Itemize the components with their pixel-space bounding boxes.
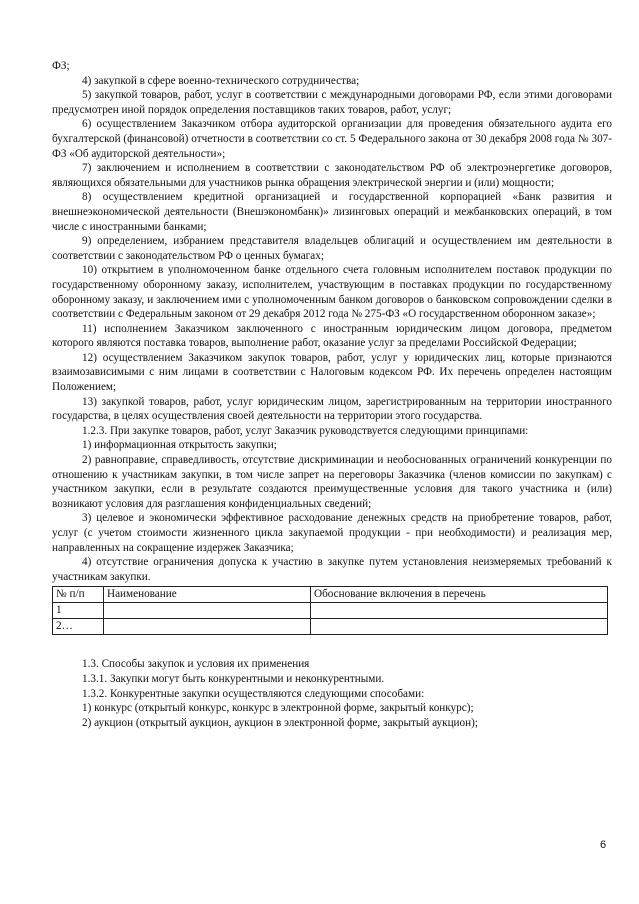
- paragraph: 7) заключением и исполнением в соответствии с законодательством РФ об электроэнергетике договоров, являющихся обязательными для участников рынка обращения электрической энергии и (или) мощности;: [52, 162, 612, 189]
- table-cell: [311, 619, 608, 635]
- column-header-reason: Обоснование включения в перечень: [311, 587, 608, 603]
- paragraph: 2) аукцион (открытый аукцион, аукцион в электронной форме, закрытый аукцион);: [82, 716, 478, 729]
- table-header-row: [53, 587, 608, 603]
- paragraph: 9) определением, избранием представителя владельцев облигаций и осуществлением им деятельности в соответствии с законодательством РФ о ценных бумагах;: [52, 235, 612, 262]
- paragraph: 4) закупкой в сфере военно-технического сотрудничества;: [82, 74, 360, 87]
- related-parties-table: [52, 586, 608, 635]
- paragraph: ФЗ;: [52, 60, 70, 72]
- paragraph-group-bottom: [52, 657, 612, 730]
- column-header-number: № п/п: [53, 587, 104, 603]
- spacer: [52, 635, 612, 657]
- table-row: [53, 603, 608, 619]
- paragraph: 5) закупкой товаров, работ, услуг в соответствии с международными договорами РФ, если этими договорами предусмотрен иной порядок определения поставщиков таких товаров, работ, услуг;: [52, 89, 612, 116]
- column-header-name: Наименование: [104, 587, 311, 603]
- paragraph: 13) закупкой товаров, работ, услуг юридическим лицом, зарегистрированным на территории иностранного государства, в целях осуществления своей деятельности на территории этого государства.: [52, 395, 612, 423]
- table-cell: [311, 603, 608, 619]
- table-cell: [104, 603, 311, 619]
- table-cell: [104, 619, 311, 635]
- paragraph: 3) целевое и экономически эффективное расходование денежных средств на приобретение товаров, работ, услуг (с учетом стоимости жизненного цикла закупаемой продукции - при необходимости) и реализация мер, направленных на сокращение издержек Заказчика;: [52, 512, 612, 554]
- table-cell: 1: [53, 603, 104, 619]
- paragraph: 4) отсутствие ограничения допуска к участию в закупке путем установления неизмеряемых требований к участникам закупки.: [52, 556, 612, 583]
- paragraph: 12) осуществлением Заказчиком закупок товаров, работ, услуг у юридических лиц, которые признаются взаимозависимыми с ним лицами в соответствии с Налоговым кодексом РФ. Их перечень определен настоящим Положением;: [52, 351, 612, 394]
- paragraph: 6) осуществлением Заказчиком отбора аудиторской организации для проведения обязательного аудита его бухгалтерской (финансовой) отчетности в соответствии со ст. 5 Федерального закона от 30 декабря 2008 года № 307-ФЗ «Об аудиторской деятельности»;: [52, 118, 612, 160]
- paragraph: 10) открытием в уполномоченном банке отдельного счета головным исполнителем поставок продукции по государственному оборонному заказу, исполнителем, участвующим в поставках продукции по государственному оборонному заказу, и заключением ими с уполномоченным банком договоров о банковском сопровождении сделки в соответствии с Федеральным законом от 29 декабря 2012 года № 275-ФЗ «О государственном оборонном заказе»;: [52, 264, 612, 321]
- paragraph: 1) конкурс (открытый конкурс, конкурс в электронной форме, закрытый конкурс);: [82, 702, 474, 715]
- paragraph: 1) информационная открытость закупки;: [82, 439, 277, 452]
- paragraph: 2) равноправие, справедливость, отсутствие дискриминации и необоснованных ограничений конкуренции по отношению к участникам закупки, в том числе запрет на переговоры Заказчика (членов комиссии по закупкам) с участником закупки, если в результате создаются преимущественные условия для такого участника и (или) возникают условия для разглашения конфиденциальных сведений;: [52, 454, 612, 510]
- paragraph-group-top: [52, 59, 612, 584]
- paragraph: 11) исполнением Заказчиком заключенного с иностранным юридическим лицом договора, предметом которого являются поставка товаров, выполнение работ, оказание услуг за пределами Российской Федерации;: [52, 322, 612, 350]
- paragraph: 1.3.2. Конкурентные закупки осуществляются следующими способами:: [82, 687, 425, 700]
- table-row: [53, 619, 608, 635]
- table-cell: 2…: [53, 619, 104, 635]
- page-number: 6: [600, 839, 607, 851]
- document-body: [52, 59, 612, 730]
- paragraph: 1.3.1. Закупки могут быть конкурентными и неконкурентными.: [82, 672, 385, 685]
- paragraph: 1.3. Способы закупок и условия их применения: [82, 658, 310, 671]
- paragraph: 1.2.3. При закупке товаров, работ, услуг Заказчик руководствуется следующими принципами:: [82, 424, 529, 437]
- paragraph: 8) осуществлением кредитной организацией и государственной корпорацией «Банк развития и внешнеэкономической деятельности (Внешэкономбанк)» лизинговых операций и межбанковских операций, в том числе с иностранными банками;: [52, 191, 612, 233]
